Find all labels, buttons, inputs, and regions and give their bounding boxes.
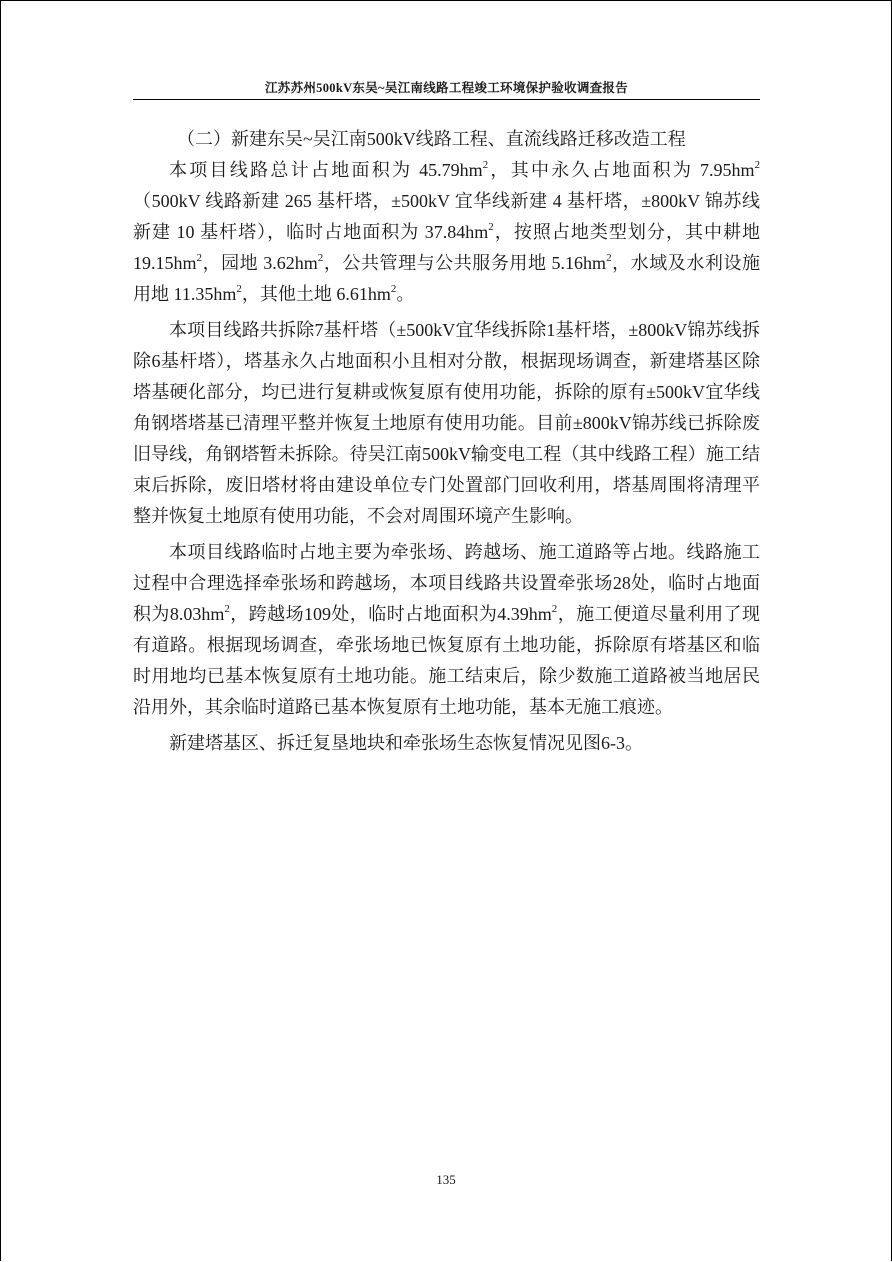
- running-header: 江苏苏州500kV东吴~吴江南线路工程竣工环境保护验收调查报告: [264, 81, 629, 95]
- paragraph-figure-reference: 新建塔基区、拆迁复垦地块和牵张场生态恢复情况见图6-3。: [169, 733, 643, 753]
- text-run: ，施工便道尽量利用了现有道路。根据现场调查，牵张场地已恢复原有土地功能，拆除原有塔基区和临时用地均已基本恢复原有土地功能。施工结束后，除少数施工道路被当地居民沿用外，其余临时道路已基本恢复原有土地功能，基本无施工痕迹。: [133, 604, 760, 717]
- section-heading: （二）新建东吴~吴江南500kV线路工程、直流线路迁移改造工程: [177, 129, 686, 149]
- superscript: 2: [196, 252, 203, 264]
- superscript: 2: [390, 283, 397, 295]
- paragraph-tower-removal: 本项目线路共拆除7基杆塔（±500kV宜华线拆除1基杆塔，±800kV锦苏线拆除6基杆塔），塔基永久占地面积小且相对分散，根据现场调查，新建塔基区除塔基硬化部分，均已进行复耕或恢复原有使用功能，拆除的原有±500kV宜华线角钢塔塔基已清理平整并恢复土地原有使用功能。目前±800kV锦苏线已拆除废旧导线，角钢塔暂未拆除。待吴江南500kV输变电工程（其中线路工程）施工结束后拆除，废旧塔材将由建设单位专门处置部门回收利用，塔基周围将清理平整并恢复土地原有使用功能，不会对周围环境产生影响。: [133, 320, 760, 526]
- superscript: 2: [236, 283, 242, 295]
- text-run: 本项目线路总计占地面积为 45.79hm: [169, 160, 483, 180]
- text-run: 。: [396, 284, 415, 304]
- text-run: ，其他土地 6.61hm: [241, 284, 391, 304]
- superscript: 2: [488, 221, 494, 233]
- paragraph-temporary-land: [133, 537, 760, 723]
- superscript: 2: [317, 252, 324, 264]
- page-number: 135: [436, 1172, 456, 1187]
- superscript: 2: [482, 159, 489, 171]
- text-run: ，水域及水利设施用地 11.35hm: [133, 253, 760, 304]
- text-run: ，跨越场109处，临时占地面积为4.39hm: [229, 604, 552, 624]
- superscript: 2: [754, 159, 761, 171]
- paragraph-land-area: [133, 155, 760, 310]
- text-run: （500kV 线路新建 265 基杆塔，±500kV 宜华线新建 4 基杆塔，±800kV 锦苏线新建 10 基杆塔），临时占地面积为 37.84hm: [133, 191, 760, 242]
- text-run: ，按照占地类型划分，其中耕地 19.15hm: [133, 222, 761, 273]
- superscript: 2: [606, 252, 612, 264]
- document-body: [133, 124, 760, 764]
- header-rule: [133, 99, 760, 100]
- superscript: 2: [551, 603, 558, 615]
- text-run: ，公共管理与公共服务用地 5.16hm: [323, 253, 607, 273]
- text-run: ，园地 3.62hm: [202, 253, 318, 273]
- text-run: ，其中永久占地面积为 7.95hm: [488, 160, 755, 180]
- text-run: 本项目线路临时占地主要为牵张场、跨越场、施工道路等占地。线路施工过程中合理选择牵张场和跨越场，本项目线路共设置牵张场28处，临时占地面积为8.03hm: [133, 542, 760, 624]
- superscript: 2: [224, 603, 230, 615]
